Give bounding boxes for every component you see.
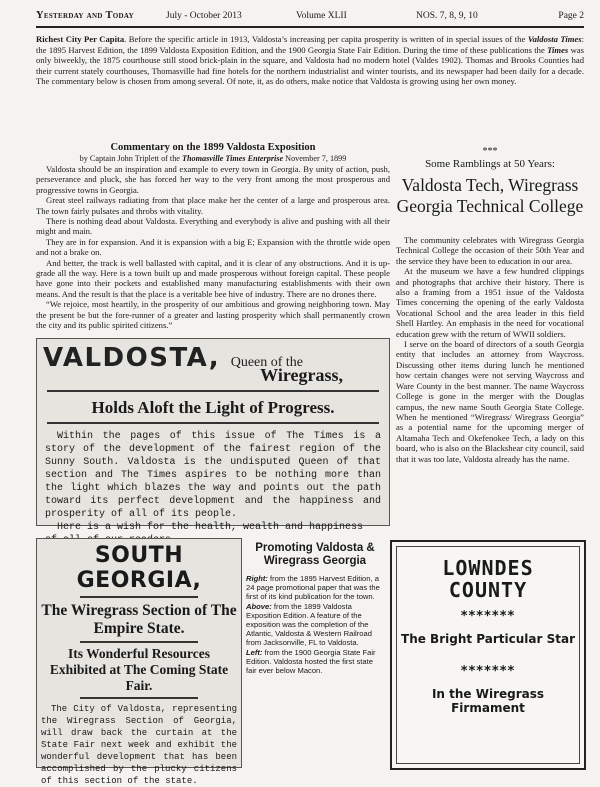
caption-right-label: Right:: [246, 574, 268, 583]
lowndes-title: LOWNDES COUNTY: [442, 556, 534, 602]
clipping2-divider: [80, 697, 198, 699]
issue-date: July - October 2013: [166, 11, 242, 21]
caption-above-text: from the 1899 Valdosta Exposition Edition. A feature of the exposition was the completion of the Atlantic, Valdosta & Western Railroad from Jacksonville, FL to Valdosta.: [246, 601, 372, 648]
promo-title: Promoting Valdosta & Wiregrass Georgia: [255, 542, 375, 567]
clipping2-title: SOUTH GEORGIA,: [76, 543, 202, 593]
commentary-paragraph: And better, the track is well ballasted with capital, and it is clear of any obstructions. And it is up-grade all the way. Here is a town built up and made prosperous without foreign capital. These people have gone into their pockets and established many manufacturing establishments with their own means. And the result is that the place is a veritable bee hive of industry. There are no drones there.: [36, 257, 390, 299]
commentary-title: Commentary on the 1899 Valdosta Exposition: [110, 142, 316, 153]
lowndes-stars: *******: [460, 609, 516, 624]
clipping2-divider: [80, 596, 198, 598]
intro-text-2: : the 1895 Harvest Edition, the 1899 Valdosta Exposition Edition, and the 1900 Georgia State Fair Edition. During the time of these publications the: [36, 34, 584, 55]
clipping1-text: Within the pages of this issue of The Times is a story of the development of the fairest region of the Sunny South. Valdosta is the undisputed Queen of that section and The Times aspires to be nothing more than the light which blazes the way and points out the path toward its perfect development and the happiness and prosperity of all of its people.: [45, 431, 381, 520]
commentary-paragraph: There is nothing dead about Valdosta. Everything and everybody is alive and pushing with all their might and main.: [36, 216, 390, 237]
clipping1-title-small: Queen of the: [230, 355, 304, 370]
intro-times: Valdosta Times: [527, 34, 582, 44]
section-stars: ***: [482, 146, 498, 157]
commentary-paragraph: “We rejoice, most heartily, in the prosperity of our ambitious and growing neighboring town. May the present be but the fore-runner of a greater and lasting prosperity which shall permanently crown the city and its public spirited citizens.”: [36, 299, 390, 331]
sidebar-paragraph: I serve on the board of directors of a south Georgia entity that includes an attorney from Waycross. Discussing other items during lunch he mentioned how certain changes were not serving Waycross and Ware County in the best manner. The name Waycross College is gone in the merger with the Douglas campus, the new name South Georgia State College. When he mentioned “Wiregrass/ Wiregrass Georgia” as a potential name for the upcoming merger of Altamaha Tech and Okefenokee Tech, a lady on this board, who is also on the Blackshear city council, said that it was too late, Valdosta already has the name.: [396, 339, 584, 464]
sidebar-article: [396, 146, 584, 464]
byline-pre: by Captain John Triplett of the: [79, 154, 182, 163]
volume: Volume XLII: [296, 11, 347, 21]
sidebar-title: Valdosta Tech, Wiregrass Georgia Technical College: [396, 175, 584, 216]
clipping1-title-line2: Wiregrass,: [260, 365, 343, 385]
lowndes-line1: The Bright Particular Star: [401, 632, 575, 646]
sidebar-body: [396, 235, 584, 464]
clipping1-text-2: Here is a wish for the health, wealth and happiness: [57, 522, 364, 533]
byline-post: November 7, 1899: [283, 154, 347, 163]
intro-times-2: Times: [547, 44, 569, 55]
commentary-paragraph: They are in for expansion. And it is expansion with a big E; Expansion with the throttle wide open and not a brake on.: [36, 236, 390, 258]
clipping1-subtitle: Holds Aloft the Light of Progress.: [91, 398, 335, 417]
clipping2-text: The City of Valdosta, representing the Wiregrass Section of Georgia, will draw back the curtain at the State Fair next week and exhibit the wonderful development that has been accomplished by the plucky citizens of this section of the state.: [41, 704, 237, 786]
intro-paragraph: [36, 34, 584, 87]
clipping-south-georgia: [36, 538, 242, 786]
caption-right: [246, 574, 384, 602]
clipping2-line3: Its Wonderful Resources Exhibited at The Coming State Fair.: [49, 646, 229, 693]
caption-left-label: Left:: [246, 647, 263, 657]
intro-text: . Before the specific article in 1913, Valdosta’s increasing per capita prosperity is written of in special issues of the: [124, 34, 528, 44]
intro-lead: Richest City Per Capita: [36, 34, 125, 44]
publication-name: Yesterday and Today: [36, 10, 134, 21]
clipping2-divider: [80, 641, 198, 643]
page-header: [36, 10, 584, 28]
caption-left-text: from the 1900 Georgia State Fair Edition. Valdosta hosted the first state fair ever below Macon.: [246, 647, 376, 676]
sidebar-paragraph: The community celebrates with Wiregrass Georgia Technical College the occasion of their 50th Year and the service they have been to education in our area.: [396, 235, 584, 266]
clipping1-title-big: VALDOSTA,: [43, 343, 221, 373]
commentary-article: [36, 142, 390, 331]
issue-numbers: NOS. 7, 8, 9, 10: [416, 11, 478, 21]
commentary-paragraph: Valdosta should be an inspiration and example to every town in Georgia. By unity of action, push, perseverance and pluck, she has forced her way to the very front among the most prosperous and progressive towns in Georgia.: [36, 164, 390, 195]
page-number: Page 2: [558, 11, 584, 21]
clipping-valdosta-queen: [36, 338, 390, 533]
promo-captions: [246, 574, 384, 675]
commentary-byline: [36, 154, 390, 164]
promo-caption: [246, 542, 384, 675]
caption-left: [246, 648, 384, 676]
caption-above: [246, 602, 384, 648]
clipping2-subtitle: The Wiregrass Section of The Empire State.: [41, 602, 237, 637]
commentary-paragraph: Great steel railways radiating from that place make her the center of a large and prosperous area. The town fairly pulsates and throbs with vitality.: [36, 195, 390, 216]
caption-above-label: Above:: [246, 601, 272, 611]
clipping1-divider: [47, 390, 379, 392]
lowndes-stars: *******: [460, 664, 516, 679]
sidebar-paragraph: At the museum we have a few hundred clippings and photographs that archive their history. There is also a framing from a 1951 issue of the Valdosta Times concerning the opening of the early Valdosta Vocational School and the area leader in this field Shell Hartley. An emphasis in the need for vocational education grew with the return of WWII soldiers.: [396, 266, 584, 339]
lowndes-county-box: [390, 540, 586, 770]
caption-right-text: from the 1895 Harvest Edition, a 24 page promotional paper that was the first of its kind publication for the town.: [246, 574, 380, 602]
clipping1-divider: [47, 422, 379, 424]
intro-text-3: was only biweekly, the 1875 courthouse still stood brick-plain in the square, and Valdosta had no modern hotel (Valdes 1902). Thomas and Brooks Counties had their current stately courthouses, Thomasville had fine hotels for the northern industrialist and winter tourists, and its newspaper had been daily for a decade. The commentary below is chosen from among several. Of note, it, as do others, make notice that Valdosta is growing using her own money.: [36, 44, 584, 87]
sidebar-subhead: Some Ramblings at 50 Years:: [425, 158, 555, 170]
lowndes-line2: In the Wiregrass Firmament: [431, 687, 545, 715]
byline-paper: Thomasville Times Enterprise: [181, 154, 284, 163]
